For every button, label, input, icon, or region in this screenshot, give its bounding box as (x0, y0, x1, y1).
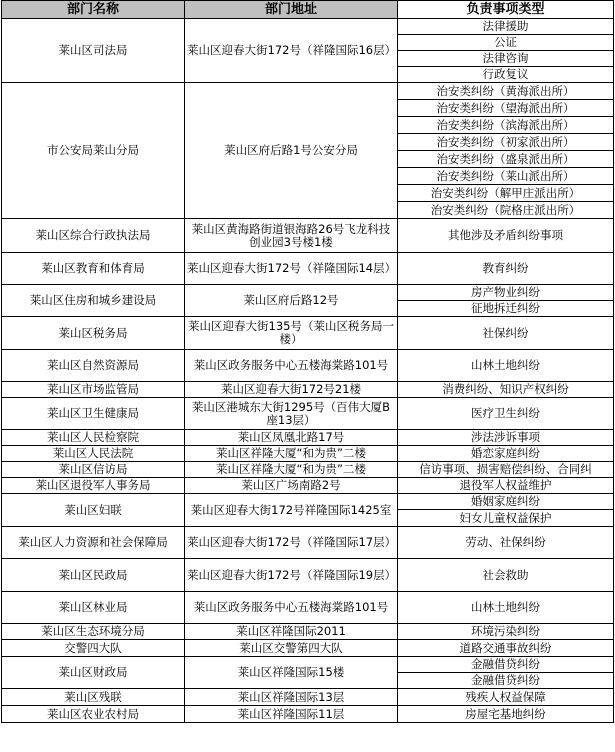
table-row (2, 592, 614, 624)
table-row (2, 640, 614, 657)
dept-name-cell: 交警四大队 (2, 640, 185, 657)
dept-address-cell: 莱山区祥隆国际2011 (185, 624, 398, 640)
dept-name-cell: 莱山区残联 (2, 689, 185, 706)
responsibility-type-cell: 房屋宅基地纠纷 (398, 706, 614, 723)
dept-name-cell: 莱山区人力资源和社会保障局 (2, 527, 185, 559)
responsibility-type-cell: 劳动、社保纠纷 (398, 527, 614, 559)
dept-name-cell: 莱山区信访局 (2, 462, 185, 478)
table-row (2, 478, 614, 494)
dept-address-cell: 莱山区迎春大街172号（祥隆国际14层） (185, 253, 398, 285)
responsibility-type-cell: 治安类纠纷（滨海派出所） (398, 117, 614, 134)
table-row (2, 317, 614, 350)
responsibility-type-cell: 涉法涉诉事项 (398, 430, 614, 446)
dept-address-cell: 莱山区政务服务中心五楼海棠路101号 (185, 592, 398, 624)
responsibility-type-cell: 医疗卫生纠纷 (398, 398, 614, 430)
table-row (2, 350, 614, 382)
dept-name-cell: 莱山区税务局 (2, 317, 185, 350)
responsibility-type-cell: 婚恋家庭纠纷 (398, 446, 614, 462)
table-row (2, 527, 614, 559)
table-row (2, 285, 614, 301)
table-row (2, 219, 614, 253)
dept-name-cell: 莱山区财政局 (2, 657, 185, 689)
dept-address-cell: 莱山区政务服务中心五楼海棠路101号 (185, 350, 398, 382)
responsibility-type-cell: 治安类纠纷（院格庄派出所） (398, 202, 614, 219)
responsibility-type-cell: 妇女儿童权益保护 (398, 510, 614, 527)
responsibility-type-cell: 治安类纠纷（黄海派出所） (398, 83, 614, 100)
responsibility-type-cell: 其他涉及矛盾纠纷事项 (398, 219, 614, 253)
responsibility-type-cell: 治安类纠纷（初家派出所） (398, 134, 614, 151)
responsibility-type-cell: 治安类纠纷（解甲庄派出所） (398, 185, 614, 202)
dept-address-cell: 莱山区迎春大街172号（祥隆国际16层） (185, 19, 398, 83)
dept-address-cell: 莱山区祥隆国际15楼 (185, 657, 398, 689)
dept-address-cell: 莱山区黄海路街道银海路26号飞龙科技创业园3号楼1楼 (185, 219, 398, 253)
dept-name-cell: 莱山区生态环境分局 (2, 624, 185, 640)
dept-address-cell: 莱山区迎春大街172号（祥隆国际17层） (185, 527, 398, 559)
dept-address-cell: 莱山区祥隆国际13层 (185, 689, 398, 706)
table-row (2, 624, 614, 640)
department-table (1, 0, 614, 723)
responsibility-type-cell: 治安类纠纷（盛泉派出所） (398, 151, 614, 168)
responsibility-type-cell: 房产物业纠纷 (398, 285, 614, 301)
table-row (2, 462, 614, 478)
responsibility-type-cell: 法律援助 (398, 19, 614, 35)
table-row (2, 446, 614, 462)
table-row (2, 494, 614, 510)
responsibility-type-cell: 环境污染纠纷 (398, 624, 614, 640)
table-row (2, 253, 614, 285)
dept-address-cell: 莱山区迎春大街135号（莱山区税务局一楼） (185, 317, 398, 350)
table-row (2, 398, 614, 430)
dept-name-cell: 莱山区教育和体育局 (2, 253, 185, 285)
dept-address-cell: 莱山区迎春大街172号祥隆国际1425室 (185, 494, 398, 527)
table-row (2, 689, 614, 706)
responsibility-type-cell: 信访事项、损害赔偿纠纷、合同纠 (398, 462, 614, 478)
responsibility-type-cell: 治安类纠纷（莱山派出所） (398, 168, 614, 185)
responsibility-type-cell: 教育纠纷 (398, 253, 614, 285)
responsibility-type-cell: 行政复议 (398, 67, 614, 83)
table-row (2, 430, 614, 446)
responsibility-type-cell: 征地拆迁纠纷 (398, 301, 614, 317)
responsibility-type-cell: 金融借贷纠纷 (398, 657, 614, 673)
header-responsibility-type: 负责事项类型 (398, 1, 614, 19)
responsibility-type-cell: 公证 (398, 35, 614, 51)
dept-name-cell: 莱山区妇联 (2, 494, 185, 527)
dept-address-cell: 莱山区迎春大街172号21楼 (185, 382, 398, 398)
dept-address-cell: 莱山区凤凰北路17号 (185, 430, 398, 446)
table-row (2, 559, 614, 592)
dept-name-cell: 莱山区民政局 (2, 559, 185, 592)
dept-address-cell: 莱山区祥隆大厦“和为贵”二楼 (185, 462, 398, 478)
dept-name-cell: 莱山区人民法院 (2, 446, 185, 462)
responsibility-type-cell: 残疾人权益保障 (398, 689, 614, 706)
responsibility-type-cell: 道路交通事故纠纷 (398, 640, 614, 657)
header-dept-address: 部门地址 (185, 1, 398, 19)
table-row (2, 657, 614, 673)
dept-name-cell: 莱山区自然资源局 (2, 350, 185, 382)
responsibility-type-cell: 婚姻家庭纠纷 (398, 494, 614, 510)
dept-name-cell: 莱山区退役军人事务局 (2, 478, 185, 494)
dept-address-cell: 莱山区迎春大街172号（祥隆国际19层） (185, 559, 398, 592)
dept-address-cell: 莱山区祥隆国际11层 (185, 706, 398, 723)
responsibility-type-cell: 金融借贷纠纷 (398, 673, 614, 689)
responsibility-type-cell: 社保纠纷 (398, 317, 614, 350)
dept-name-cell: 莱山区综合行政执法局 (2, 219, 185, 253)
table-row (2, 382, 614, 398)
dept-address-cell: 莱山区交警第四大队 (185, 640, 398, 657)
responsibility-type-cell: 退役军人权益维护 (398, 478, 614, 494)
dept-address-cell: 莱山区祥隆大厦“和为贵”二楼 (185, 446, 398, 462)
header-row (2, 1, 614, 19)
dept-address-cell: 莱山区府后路12号 (185, 285, 398, 317)
table-body (2, 19, 614, 723)
table-row (2, 83, 614, 100)
dept-address-cell: 莱山区府后路1号公安分局 (185, 83, 398, 219)
dept-address-cell: 莱山区港城东大街1295号（百伟大厦B座13层） (185, 398, 398, 430)
dept-name-cell: 莱山区林业局 (2, 592, 185, 624)
responsibility-type-cell: 社会救助 (398, 559, 614, 592)
responsibility-type-cell: 治安类纠纷（望海派出所） (398, 100, 614, 117)
responsibility-type-cell: 山林土地纠纷 (398, 592, 614, 624)
table-row (2, 706, 614, 723)
responsibility-type-cell: 法律咨询 (398, 51, 614, 67)
dept-name-cell: 莱山区市场监管局 (2, 382, 185, 398)
header-dept-name: 部门名称 (2, 1, 185, 19)
dept-address-cell: 莱山区广场南路2号 (185, 478, 398, 494)
responsibility-type-cell: 山林土地纠纷 (398, 350, 614, 382)
dept-name-cell: 莱山区司法局 (2, 19, 185, 83)
dept-name-cell: 市公安局莱山分局 (2, 83, 185, 219)
dept-name-cell: 莱山区卫生健康局 (2, 398, 185, 430)
table-row (2, 19, 614, 35)
dept-name-cell: 莱山区住房和城乡建设局 (2, 285, 185, 317)
dept-name-cell: 莱山区农业农村局 (2, 706, 185, 723)
dept-name-cell: 莱山区人民检察院 (2, 430, 185, 446)
responsibility-type-cell: 消费纠纷、知识产权纠纷 (398, 382, 614, 398)
